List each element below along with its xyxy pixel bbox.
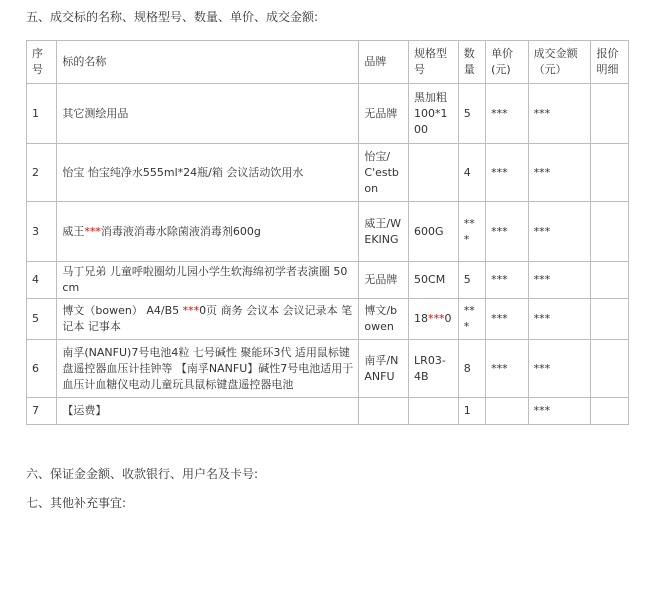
- cell-qty: ***: [458, 299, 485, 340]
- cell-brand: 怡宝/C'estbon: [359, 144, 409, 202]
- masked-text: ***: [84, 224, 101, 238]
- cell-amount: ***: [528, 299, 591, 340]
- cell-name: [57, 299, 359, 340]
- header-amount: 成交金额（元）: [528, 41, 591, 84]
- header-spec: 规格型号: [409, 41, 459, 84]
- masked-text: ***: [182, 304, 200, 317]
- masked-text: ***: [428, 312, 445, 325]
- cell-brand: 博文/bowen: [359, 299, 409, 340]
- cell-amount: ***: [528, 262, 591, 299]
- cell-amount: ***: [528, 84, 591, 144]
- cell-qty: 4: [458, 144, 485, 202]
- cell-no: 3: [27, 202, 57, 262]
- header-no: 序号: [27, 41, 57, 84]
- cell-amount: ***: [528, 398, 591, 425]
- cell-price: ***: [486, 340, 529, 398]
- cell-name: 其它测绘用品: [57, 84, 359, 144]
- cell-name: 【运费】: [57, 398, 359, 425]
- cell-brand: 无品牌: [359, 262, 409, 299]
- cell-spec: 50CM: [409, 262, 459, 299]
- table-row: [27, 144, 629, 202]
- section-7-title: 七、其他补充事宜:: [26, 496, 127, 510]
- header-detail: 报价明细: [591, 41, 629, 84]
- cell-brand: [359, 398, 409, 425]
- cell-spec: LR03-4B: [409, 340, 459, 398]
- spec-text: 0: [444, 312, 452, 325]
- cell-detail: [591, 299, 629, 340]
- name-text: 博文（bowen） A4/B5: [62, 304, 183, 317]
- name-text: 消毒液消毒水除菌液消毒剂600g: [100, 224, 261, 238]
- cell-brand: 南孚/NANFU: [359, 340, 409, 398]
- cell-amount: ***: [528, 340, 591, 398]
- cell-name: 怡宝 怡宝纯净水555ml*24瓶/箱 会议活动饮用水: [57, 144, 359, 202]
- cell-no: 5: [27, 299, 57, 340]
- table-header-row: [27, 41, 629, 84]
- table-row: [27, 84, 629, 144]
- cell-amount: ***: [528, 202, 591, 262]
- cell-qty: 5: [458, 262, 485, 299]
- cell-no: 2: [27, 144, 57, 202]
- cell-no: 4: [27, 262, 57, 299]
- cell-detail: [591, 84, 629, 144]
- cell-no: 6: [27, 340, 57, 398]
- header-name: 标的名称: [57, 41, 359, 84]
- cell-price: ***: [486, 299, 529, 340]
- name-text: 0页 商务 会议本 会议记录本 笔记本 记事本: [62, 304, 353, 333]
- cell-qty: 5: [458, 84, 485, 144]
- section-6-title: 六、保证金金额、收款银行、用户名及卡号:: [26, 467, 259, 481]
- cell-detail: [591, 262, 629, 299]
- cell-name: 南孚(NANFU)7号电池4粒 七号碱性 聚能环3代 适用鼠标键盘遥控器血压计挂钟等 【南孚NANFU】碱性7号电池适用于血压计血糖仪电动儿童玩具鼠标键盘遥控器电池: [57, 340, 359, 398]
- cell-price: ***: [486, 202, 529, 262]
- table-row: [27, 340, 629, 398]
- cell-detail: [591, 202, 629, 262]
- table-row: [27, 202, 629, 262]
- table-row: [27, 398, 629, 425]
- cell-name: [57, 202, 359, 262]
- spec-text: 18: [414, 312, 429, 325]
- cell-price: ***: [486, 84, 529, 144]
- name-text: 威王: [62, 224, 85, 238]
- cell-qty: 8: [458, 340, 485, 398]
- cell-spec: 黑加粗100*100: [409, 84, 459, 144]
- header-price: 单价(元): [486, 41, 529, 84]
- cell-spec: 600G: [409, 202, 459, 262]
- cell-price: ***: [486, 262, 529, 299]
- header-brand: 品牌: [359, 41, 409, 84]
- award-table: [26, 40, 629, 425]
- cell-no: 1: [27, 84, 57, 144]
- cell-spec: [409, 299, 459, 340]
- cell-qty: ***: [458, 202, 485, 262]
- cell-detail: [591, 144, 629, 202]
- cell-name: 马丁兄弟 儿童呼啦圈幼儿园小学生软海绵初学者表演圈 50cm: [57, 262, 359, 299]
- table-row: [27, 299, 629, 340]
- cell-qty: 1: [458, 398, 485, 425]
- section-5-title: 五、成交标的名称、规格型号、数量、单价、成交金额:: [26, 10, 319, 24]
- cell-detail: [591, 398, 629, 425]
- cell-price: ***: [486, 144, 529, 202]
- cell-spec: [409, 398, 459, 425]
- cell-price: [486, 398, 529, 425]
- header-qty: 数量: [458, 41, 485, 84]
- cell-amount: ***: [528, 144, 591, 202]
- cell-no: 7: [27, 398, 57, 425]
- cell-brand: 无品牌: [359, 84, 409, 144]
- cell-spec: [409, 144, 459, 202]
- cell-brand: 威王/WEKING: [359, 202, 409, 262]
- cell-detail: [591, 340, 629, 398]
- table-row: [27, 262, 629, 299]
